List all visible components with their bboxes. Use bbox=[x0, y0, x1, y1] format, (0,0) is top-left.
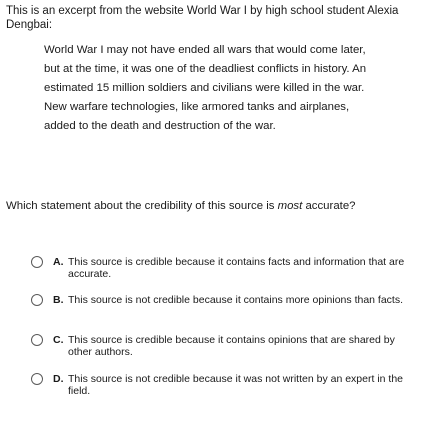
option-letter: D. bbox=[53, 373, 64, 385]
option-text: This source is not credible because it contains more opinions than facts. bbox=[68, 294, 404, 306]
answer-option-a[interactable] bbox=[31, 255, 435, 280]
question-text-end: accurate? bbox=[302, 200, 356, 212]
excerpt-text: World War I may not have ended all wars that would come later, but at the time, it was one of the deadliest conflicts in history. An estimated 15 million soldiers and civilians were killed in the war. New warfare technologies, like armored tanks and airplanes, added to the death and destruction of the war. bbox=[44, 44, 367, 132]
question-text-start: Which statement about the credibility of this source is bbox=[6, 200, 278, 212]
option-letter: B. bbox=[53, 294, 64, 306]
option-text: This source is credible because it contains facts and information that are accurate. bbox=[68, 256, 405, 280]
option-letter: C. bbox=[53, 334, 64, 346]
question-emphasis: most bbox=[277, 200, 303, 212]
passage-intro: This is an excerpt from the website World War I by high school student Alexia Dengbai: bbox=[6, 5, 399, 31]
answer-option-b[interactable] bbox=[31, 293, 435, 306]
answer-option-d[interactable] bbox=[31, 372, 435, 397]
option-text: This source is credible because it contains opinions that are shared by other authors. bbox=[68, 334, 395, 358]
option-text: This source is not credible because it was not written by an expert in the field. bbox=[68, 373, 404, 397]
radio-button-c[interactable] bbox=[31, 334, 43, 346]
option-letter: A. bbox=[53, 256, 64, 268]
question-text bbox=[6, 199, 434, 213]
radio-button-d[interactable] bbox=[31, 373, 43, 385]
radio-button-a[interactable] bbox=[31, 256, 43, 268]
radio-button-b[interactable] bbox=[31, 294, 43, 306]
answer-option-c[interactable] bbox=[31, 333, 435, 358]
